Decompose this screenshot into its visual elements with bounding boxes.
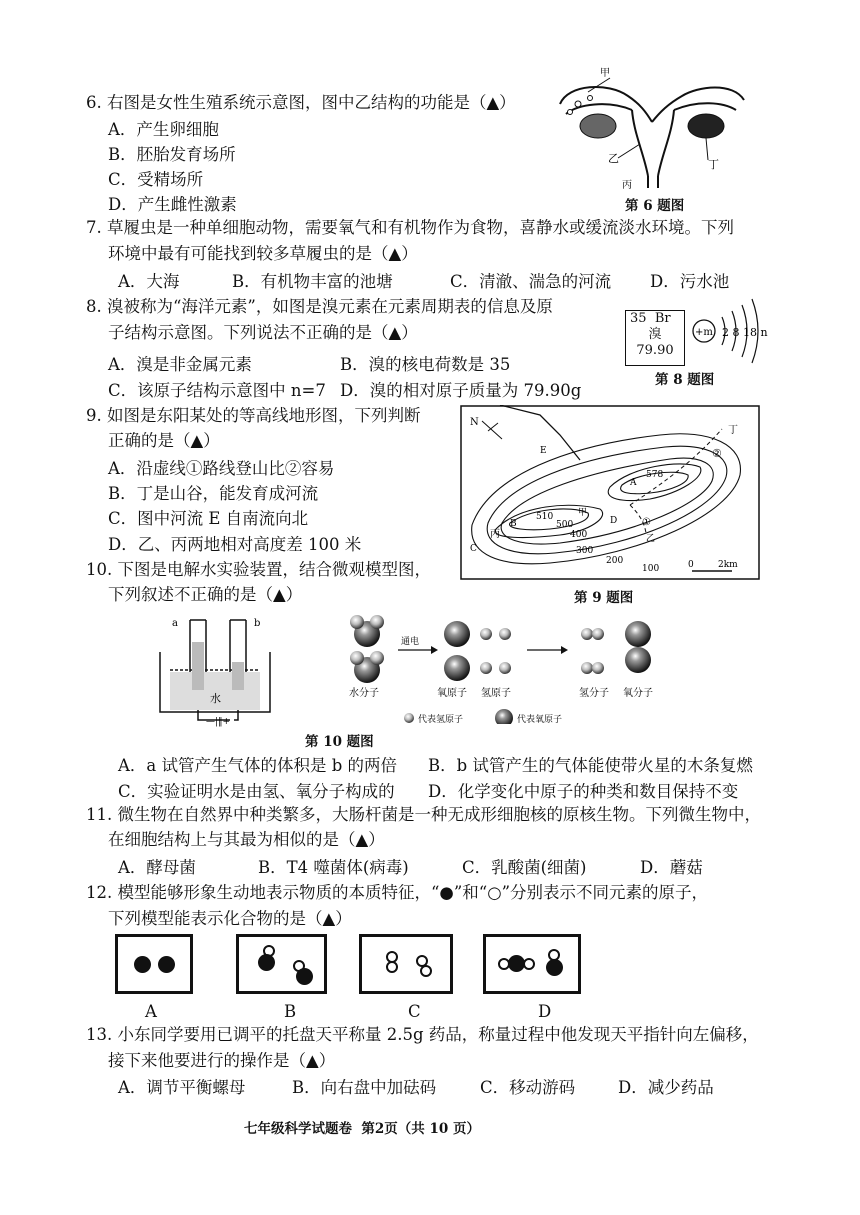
map-jia: 甲 <box>578 508 588 518</box>
pointer-ding <box>706 138 708 160</box>
map-500: 500 <box>556 520 574 530</box>
bromine-element-card <box>625 310 685 366</box>
q11-option-b: B．T4 噬菌体(病毒) <box>258 858 409 877</box>
q10-caption: 第 10 题图 <box>305 734 374 750</box>
map-peak: 578 <box>646 470 664 480</box>
map-one: ① <box>642 517 651 528</box>
uterus-left-wall <box>632 110 648 176</box>
element-number: 35 <box>630 311 647 326</box>
q9-option-c: C．图中河流 E 自南流向北 <box>108 509 309 528</box>
white-atom <box>386 961 398 973</box>
reproductive-system-figure <box>548 64 753 192</box>
map-300: 300 <box>576 546 594 556</box>
q11-option-a: A．酵母菌 <box>118 858 196 877</box>
legend-o: 代表氧原子 <box>517 715 563 724</box>
q12-option-b: B <box>284 1002 297 1021</box>
q8-option-c: C．该原子结构示意图中 n=7 <box>108 381 326 400</box>
tube-b-label: b <box>254 618 261 629</box>
q9-line1: 9. 如图是东阳某处的等高线地形图，下列判断 <box>86 406 421 425</box>
white-atom <box>420 965 432 977</box>
q7-option-b: B．有机物丰富的池塘 <box>232 272 393 291</box>
svg-text:—|‖+: —|‖+ <box>206 717 231 727</box>
q13-option-b: B．向右盘中加砝码 <box>292 1078 437 1097</box>
q12-option-a: A <box>145 1002 157 1021</box>
contour-map <box>460 405 760 580</box>
q11-option-d: D．蘑菇 <box>640 858 703 877</box>
pointer-yi <box>618 144 640 158</box>
map-400: 400 <box>570 530 588 540</box>
q7-line1: 7. 草履虫是一种单细胞动物，需要氧气和有机物作为食物，喜静水或缓流淡水环境。下列 <box>86 218 734 237</box>
q11-option-c: C．乳酸菌(细菌) <box>462 858 587 877</box>
map-b: B <box>510 519 517 529</box>
o-atom-label: 氧原子 <box>437 688 467 699</box>
q11-line1: 11. 微生物在自然界中种类繁多，大肠杆菌是一种无成形细胞核的原核生物。下列微生物中， <box>86 805 761 824</box>
q9-option-d: D．乙、丙两地相对高度差 100 米 <box>108 535 362 554</box>
q12-line2: 下列模型能表示化合物的是（▲） <box>108 909 352 928</box>
q13-line2: 接下来他要进行的操作是（▲） <box>108 1051 336 1070</box>
model-box-a <box>115 934 193 994</box>
q8-option-b: B．溴的核电荷数是 35 <box>340 355 511 374</box>
map-scale-0: 0 <box>688 560 694 570</box>
water-molecule-model <box>343 612 668 724</box>
map-100: 100 <box>642 564 660 574</box>
h-atom-label: 氢原子 <box>481 688 511 699</box>
model-box-d <box>483 934 581 994</box>
map-scale-2km: 2km <box>718 560 738 570</box>
label-jia: 甲 <box>600 68 610 79</box>
black-atom <box>258 954 275 971</box>
q8-line2: 子结构示意图。下列说法不正确的是（▲） <box>108 323 418 342</box>
q8-option-a: A．溴是非金属元素 <box>108 355 252 374</box>
map-a: A <box>630 478 637 488</box>
shell-electrons: 2 8 18 n <box>722 326 768 339</box>
atom-structure-diagram <box>688 295 768 365</box>
map-510: 510 <box>536 512 554 522</box>
black-atom <box>546 959 563 976</box>
right-ovary <box>688 114 724 138</box>
label-ding: 丁 <box>708 158 719 171</box>
map-bing: 丙 <box>490 529 500 540</box>
q7-line2: 环境中最有可能找到较多草履虫的是（▲） <box>108 244 418 263</box>
q10-option-a: A．a 试管产生气体的体积是 b 的两倍 <box>118 756 398 775</box>
q9-line2: 正确的是（▲） <box>108 431 220 450</box>
q6-option-d: D．产生雌性激素 <box>108 195 237 214</box>
map-d: D <box>610 516 618 526</box>
map-c: C <box>470 544 477 554</box>
q13-option-d: D．减少药品 <box>618 1078 714 1097</box>
q10-line2: 下列叙述不正确的是（▲） <box>108 585 303 604</box>
q12-option-d: D <box>538 1002 552 1021</box>
q7-option-a: A．大海 <box>118 272 180 291</box>
q10-option-d: D．化学变化中原子的种类和数目保持不变 <box>428 782 739 801</box>
q6-option-c: C．受精场所 <box>108 170 204 189</box>
h2-label: 氢分子 <box>579 688 609 699</box>
black-atom <box>158 956 175 973</box>
model-box-b <box>236 934 327 994</box>
q7-option-d: D．污水池 <box>650 272 730 291</box>
white-atom <box>523 958 535 970</box>
q6-stem: 6. 右图是女性生殖系统示意图，图中乙结构的功能是（▲） <box>86 93 516 112</box>
q9-option-a: A．沿虚线①路线登山比②容易 <box>108 459 335 478</box>
q9-option-b: B．丁是山谷，能发育成河流 <box>108 484 319 503</box>
electrolysis-apparatus <box>150 612 285 727</box>
q10-line1: 10. 下图是电解水实验装置，结合微观模型图， <box>86 560 431 579</box>
q8-caption: 第 8 题图 <box>655 372 715 388</box>
q13-line1: 13. 小东同学要用已调平的托盘天平称量 2.5g 药品，称量过程中他发现天平指针向左偏移， <box>86 1025 759 1044</box>
pointer-jia <box>588 78 610 92</box>
q9-caption: 第 9 题图 <box>574 590 634 606</box>
left-ovary <box>580 114 616 138</box>
model-box-c <box>359 934 453 994</box>
q8-option-d: D．溴的相对原子质量为 79.90g <box>340 381 582 400</box>
north-label: N <box>470 417 479 428</box>
q8-line1: 8. 溴被称为“海洋元素”，如图是溴元素在元素周期表的信息及原 <box>86 297 553 316</box>
label-bing: 丙 <box>622 180 632 191</box>
q6-option-b: B．胚胎发育场所 <box>108 145 236 164</box>
element-symbol: Br <box>654 311 671 326</box>
q13-option-c: C．移动游码 <box>480 1078 576 1097</box>
map-two: ② <box>712 447 722 460</box>
label-yi: 乙 <box>608 152 619 165</box>
black-atom <box>134 956 151 973</box>
map-e: E <box>540 446 547 456</box>
q10-option-b: B．b 试管产生的气体能使带火星的木条复燃 <box>428 756 753 775</box>
map-yi: 乙 <box>646 534 656 544</box>
black-atom <box>296 968 313 985</box>
map-200: 200 <box>606 556 624 566</box>
nucleus-label: +m <box>695 327 713 338</box>
q13-option-a: A．调节平衡螺母 <box>118 1078 246 1097</box>
legend-h: 代表氢原子 <box>418 715 464 724</box>
q11-line2: 在细胞结构上与其最为相似的是（▲） <box>108 830 385 849</box>
arrow-label: 通电 <box>401 637 420 647</box>
q12-line1: 12. 模型能够形象生动地表示物质的本质特征，“●”和“○”分别表示不同元素的原子， <box>86 883 709 902</box>
element-name: 溴 <box>648 327 662 342</box>
map-ding: 丁 <box>728 425 738 436</box>
tube-a-label: a <box>172 618 178 629</box>
water-label: 水 <box>210 692 221 705</box>
q7-option-c: C．清澈、湍急的河流 <box>450 272 612 291</box>
o2-label: 氧分子 <box>623 688 653 699</box>
uterus-right-wall <box>658 110 674 176</box>
element-mass: 79.90 <box>636 343 674 358</box>
q6-caption: 第 6 题图 <box>625 198 685 214</box>
water-mol-label: 水分子 <box>349 688 379 699</box>
q6-option-a: A．产生卵细胞 <box>108 120 219 139</box>
q12-option-c: C <box>408 1002 421 1021</box>
q10-option-c: C．实验证明水是由氢、氧分子构成的 <box>118 782 395 801</box>
page-footer: 七年级科学试题卷 第2页（共 10 页） <box>244 1121 480 1137</box>
